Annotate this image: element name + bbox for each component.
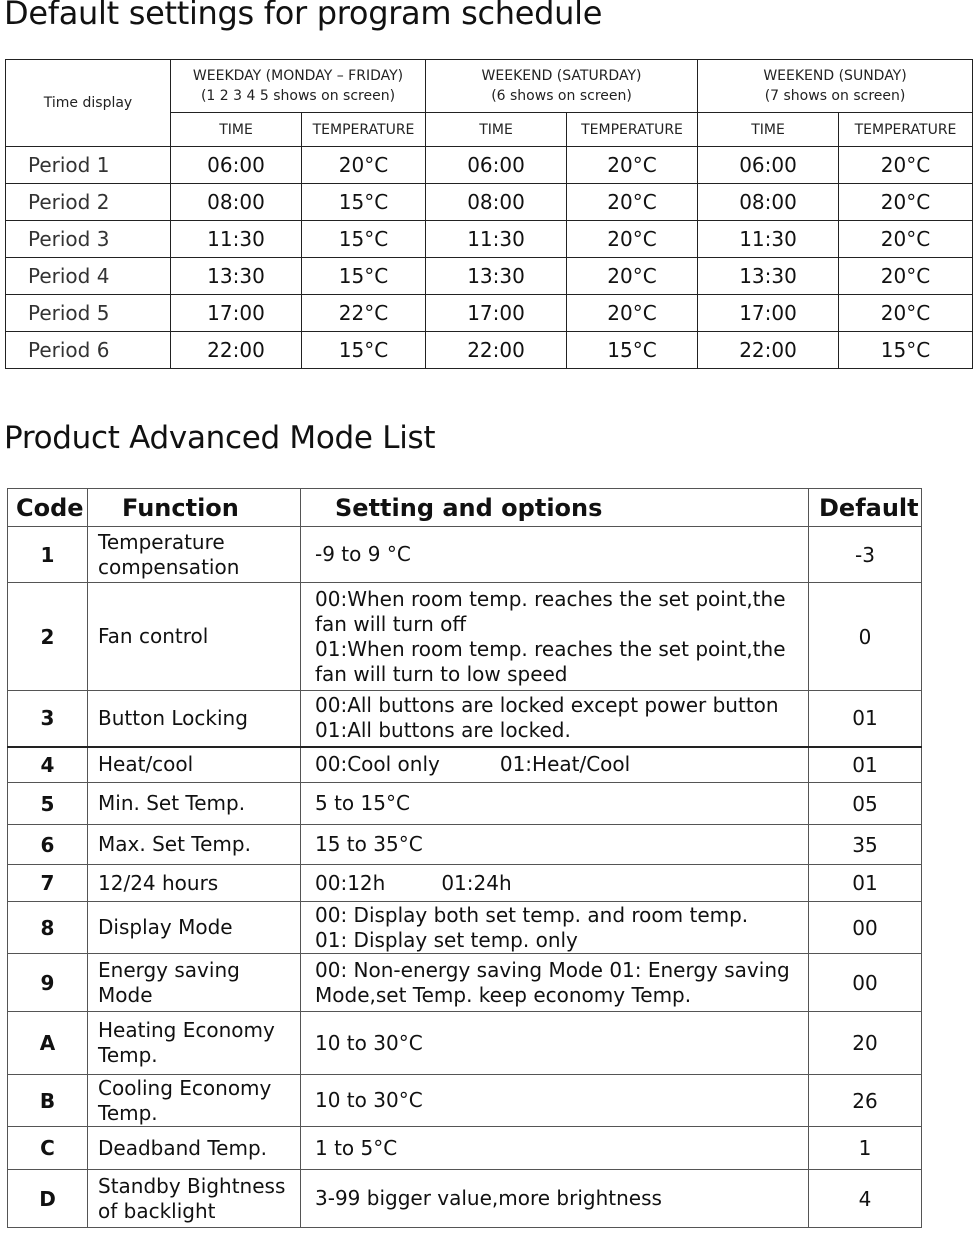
mode-default: 01 [809,747,922,783]
sunday-group-header [698,60,973,113]
setting-line: 00:When room temp. reaches the set point,the [315,586,786,611]
time-col-header: TIME [698,113,839,147]
mode-code: 6 [8,825,88,865]
mode-function [88,691,301,747]
mode-default: 4 [809,1170,922,1228]
period-time: 06:00 [171,147,302,184]
mode-row [8,583,922,691]
period-name: Period 3 [6,221,171,258]
period-temperature: 20°C [567,295,698,332]
period-time: 06:00 [426,147,567,184]
mode-setting [301,527,809,583]
period-temperature: 22°C [302,295,426,332]
mode-row [8,1012,922,1075]
setting-line: fan will turn to low speed [315,661,568,686]
period-row [6,332,973,369]
setting-line: fan will turn off [315,611,467,636]
period-row [6,258,973,295]
period-time: 06:00 [698,147,839,184]
mode-default: 05 [809,783,922,825]
mode-row [8,1127,922,1170]
setting-header: Setting and options [301,489,809,527]
mode-function [88,583,301,691]
function-line: Display Mode [98,915,233,939]
mode-default: 26 [809,1075,922,1127]
setting-line: 15 to 35°C [315,832,423,856]
period-time: 13:30 [426,258,567,295]
mode-setting [301,1170,809,1228]
setting-option: 01:Heat/Cool [499,752,631,777]
setting-line: 01: Display set temp. only [315,927,578,952]
mode-row [8,1075,922,1127]
setting-option: 01:24h [441,870,512,895]
period-temperature: 15°C [567,332,698,369]
mode-row [8,954,922,1012]
period-temperature: 15°C [302,221,426,258]
period-name: Period 1 [6,147,171,184]
mode-default: 01 [809,865,922,902]
setting-line: 00: Display both set temp. and room temp. [315,902,749,927]
mode-function [88,747,301,783]
setting-line: 3-99 bigger value,more brightness [315,1186,662,1210]
period-temperature: 20°C [839,295,973,332]
mode-setting [301,865,809,902]
period-time: 11:30 [698,221,839,258]
period-name: Period 2 [6,184,171,221]
function-line: Heat/cool [98,752,194,777]
mode-setting [301,583,809,691]
mode-setting [301,691,809,747]
period-name: Period 6 [6,332,171,369]
period-name: Period 5 [6,295,171,332]
mode-setting [301,902,809,954]
function-line: Heating Economy [98,1018,275,1042]
mode-row [8,825,922,865]
period-time: 22:00 [698,332,839,369]
setting-line: 5 to 15°C [315,791,410,815]
mode-default: 35 [809,825,922,865]
period-name: Period 4 [6,258,171,295]
default-header: Default [809,489,922,527]
mode-default: 0 [809,583,922,691]
program-schedule-table [5,59,973,369]
period-temperature: 20°C [839,258,973,295]
function-line: Temp. [98,1100,158,1125]
mode-code: C [8,1127,88,1170]
group-line1: WEEKEND (SUNDAY) [763,68,907,84]
mode-code: 4 [8,747,88,783]
setting-line: 1 to 5°C [315,1135,398,1160]
weekday-group-header [171,60,426,113]
function-line: Deadband Temp. [98,1135,267,1160]
period-temperature: 15°C [302,184,426,221]
mode-row [8,527,922,583]
time-col-header: TIME [171,113,302,147]
mode-row [8,783,922,825]
group-line2: (7 shows on screen) [764,88,906,104]
mode-function [88,865,301,902]
setting-line: 10 to 30°C [315,1030,423,1055]
mode-function [88,1170,301,1228]
setting-line: 10 to 30°C [315,1088,423,1112]
period-temperature: 20°C [839,221,973,258]
function-line: Max. Set Temp. [98,832,251,856]
mode-default: 1 [809,1127,922,1170]
period-temperature: 20°C [567,221,698,258]
mode-default: 00 [809,954,922,1012]
period-temperature: 15°C [839,332,973,369]
setting-option: 00:12h [315,870,386,895]
period-time: 22:00 [171,332,302,369]
period-row [6,295,973,332]
mode-setting [301,747,809,783]
mode-code: 2 [8,583,88,691]
mode-function [88,527,301,583]
function-line: Temp. [98,1043,158,1067]
period-time: 11:30 [171,221,302,258]
period-time: 17:00 [171,295,302,332]
period-time: 13:30 [698,258,839,295]
group-line2: (1 2 3 4 5 shows on screen) [200,88,396,104]
mode-code: 3 [8,691,88,747]
period-time: 22:00 [426,332,567,369]
setting-line: 00: Non-energy saving Mode 01: Energy saving [315,957,790,982]
mode-code: B [8,1075,88,1127]
mode-code: 7 [8,865,88,902]
mode-row [8,747,922,783]
mode-code: 8 [8,902,88,954]
period-row [6,184,973,221]
period-temperature: 20°C [839,147,973,184]
mode-row [8,865,922,902]
mode-code: A [8,1012,88,1075]
mode-setting [301,1075,809,1127]
period-row [6,147,973,184]
setting-line: 00:All buttons are locked except power button [315,693,779,718]
code-header: Code [8,489,88,527]
mode-setting [301,1012,809,1075]
setting-option: 00:Cool only [315,752,440,777]
mode-code: 1 [8,527,88,583]
mode-code: D [8,1170,88,1228]
mode-function [88,825,301,865]
mode-code: 9 [8,954,88,1012]
function-line: Button Locking [98,705,248,730]
saturday-group-header [426,60,698,113]
period-time: 08:00 [698,184,839,221]
mode-function [88,1075,301,1127]
time-col-header: TIME [426,113,567,147]
mode-setting [301,783,809,825]
period-temperature: 15°C [302,258,426,295]
function-line: Temperature [98,529,225,554]
mode-setting [301,954,809,1012]
temp-col-header: TEMPERATURE [839,113,973,147]
setting-line: 01:All buttons are locked. [315,718,571,743]
period-time: 17:00 [698,295,839,332]
function-line: Min. Set Temp. [98,791,246,815]
period-temperature: 15°C [302,332,426,369]
mode-function [88,1127,301,1170]
mode-setting [301,1127,809,1170]
period-temperature: 20°C [839,184,973,221]
function-line: compensation [98,554,240,579]
function-line: Standby Bightness [98,1173,286,1198]
period-time: 13:30 [171,258,302,295]
period-temperature: 20°C [567,184,698,221]
mode-default: 01 [809,691,922,747]
period-temperature: 20°C [567,258,698,295]
setting-line: Mode,set Temp. keep economy Temp. [315,982,692,1007]
mode-function [88,954,301,1012]
function-line: 12/24 hours [98,870,219,895]
mode-setting [301,825,809,865]
mode-list-title: Product Advanced Mode List [4,420,436,456]
advanced-mode-table [7,488,922,1228]
period-time: 11:30 [426,221,567,258]
temp-col-header: TEMPERATURE [302,113,426,147]
period-temperature: 20°C [302,147,426,184]
setting-line: -9 to 9 °C [315,542,411,566]
mode-function [88,1012,301,1075]
function-line: Fan control [98,624,209,648]
period-time: 08:00 [171,184,302,221]
function-header: Function [88,489,301,527]
mode-row [8,1170,922,1228]
group-line1: WEEKDAY (MONDAY – FRIDAY) [192,68,404,84]
function-line: Cooling Economy [98,1075,272,1100]
schedule-title: Default settings for program schedule [4,0,603,32]
mode-default: 20 [809,1012,922,1075]
temp-col-header: TEMPERATURE [567,113,698,147]
period-row [6,221,973,258]
mode-code: 5 [8,783,88,825]
group-line1: WEEKEND (SATURDAY) [481,68,642,84]
mode-default: 00 [809,902,922,954]
group-line2: (6 shows on screen) [491,88,632,104]
period-time: 17:00 [426,295,567,332]
mode-default: -3 [809,527,922,583]
mode-function [88,783,301,825]
function-line: Energy saving Mode [98,957,240,1007]
period-time: 08:00 [426,184,567,221]
mode-row [8,691,922,747]
mode-row [8,902,922,954]
function-line: of backlight [98,1198,216,1223]
setting-line: 01:When room temp. reaches the set point,the [315,636,786,661]
mode-function [88,902,301,954]
period-temperature: 20°C [567,147,698,184]
time-display-header: Time display [6,60,171,147]
